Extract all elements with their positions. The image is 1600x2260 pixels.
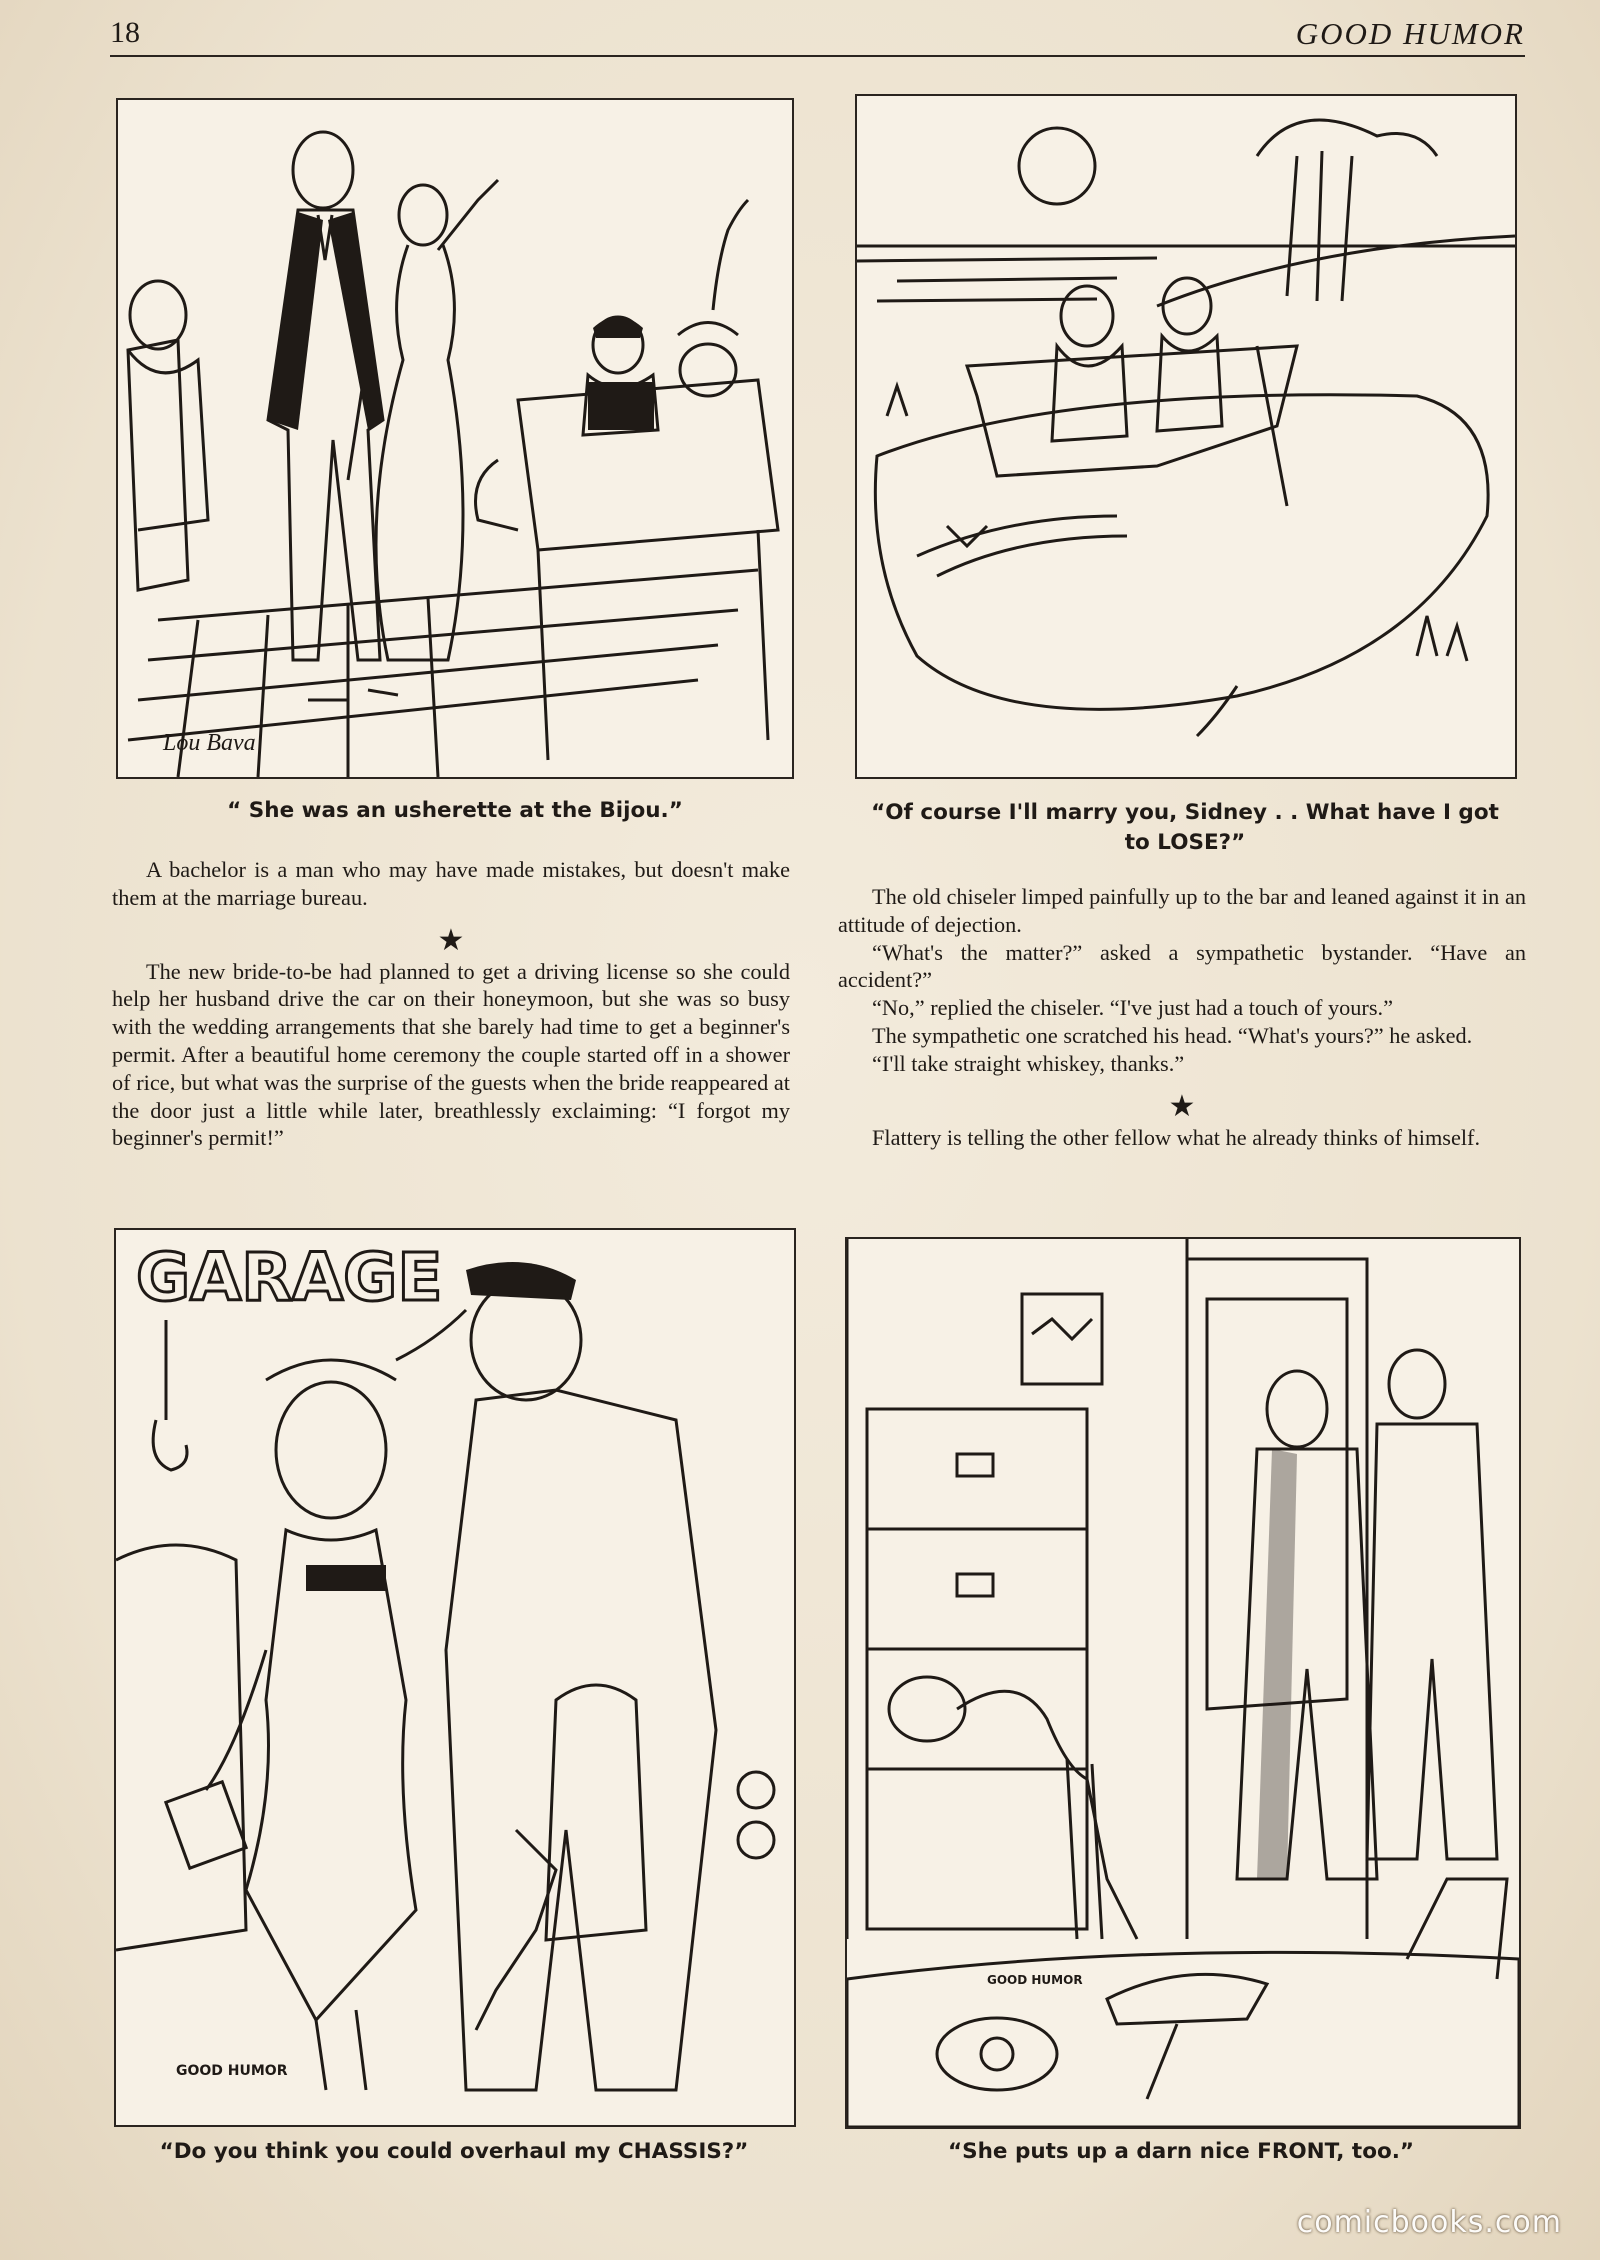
left-text-column xyxy=(112,856,790,1152)
joke-chiseler-4: The sympathetic one scratched his head. “What's yours?” he asked. xyxy=(872,1022,1473,1048)
garage-illustration xyxy=(116,1230,794,2125)
star-separator: ★ xyxy=(437,922,465,958)
garage-sign: GARAGE xyxy=(136,1239,443,1316)
usherette-illustration xyxy=(118,100,792,777)
caption-usherette: “ She was an usherette at the Bijou.” xyxy=(227,798,683,823)
artist-signature: Lou Bava xyxy=(163,730,256,756)
joke-bachelor: A bachelor is a man who may have made mistakes, but doesn't make them at the marriage bureau. xyxy=(112,857,790,910)
running-head: GOOD HUMOR xyxy=(1295,16,1525,51)
convertible-illustration xyxy=(857,96,1515,777)
cartoon-panel-garage xyxy=(114,1228,796,2127)
joke-chiseler-1: The old chiseler limped painfully up to the bar and leaned against it in an attitude of dejection. xyxy=(838,884,1526,937)
joke-flattery: Flattery is telling the other fellow what he already thinks of himself. xyxy=(872,1124,1481,1150)
header-rule xyxy=(110,55,1525,57)
page-number: 18 xyxy=(110,16,140,49)
joke-chiseler-3: “No,” replied the chiseler. “I've just had a touch of yours.” xyxy=(872,995,1393,1021)
right-text-column xyxy=(838,883,1526,1151)
panel4-signature: GOOD HUMOR xyxy=(987,1973,1083,1987)
office-illustration xyxy=(847,1239,1519,2127)
cartoon-panel-usherette xyxy=(116,98,794,779)
joke-bride-permit: The new bride-to-be had planned to get a driving license so she could help her husband drive the car on their honeymoon, but she was so busy with the wedding arrangements that she barely had time to get a beginner's permit. After a beautiful home ceremony the couple started off in a shower of rice, but what was the surprise of the guests when the bride reappeared at the door just a little while later, breathlessly exclaiming: “I forgot my beginner's permit!” xyxy=(112,958,790,1151)
panel3-signature: GOOD HUMOR xyxy=(176,2063,288,2079)
caption-convertible: “Of course I'll marry you, Sidney . . What have I got to LOSE?” xyxy=(871,800,1499,855)
cartoon-panel-convertible xyxy=(855,94,1517,779)
caption-office: “She puts up a darn nice FRONT, too.” xyxy=(947,2139,1415,2164)
watermark: comicbooks.com xyxy=(1296,2205,1562,2240)
star-separator-right: ★ xyxy=(1168,1088,1196,1124)
cartoon-panel-office xyxy=(845,1237,1521,2129)
caption-garage: “Do you think you could overhaul my CHASSIS?” xyxy=(159,2139,749,2164)
joke-chiseler-2: “What's the matter?” asked a sympathetic bystander. “Have an accident?” xyxy=(838,939,1526,993)
joke-chiseler-5: “I'll take straight whiskey, thanks.” xyxy=(872,1050,1185,1076)
